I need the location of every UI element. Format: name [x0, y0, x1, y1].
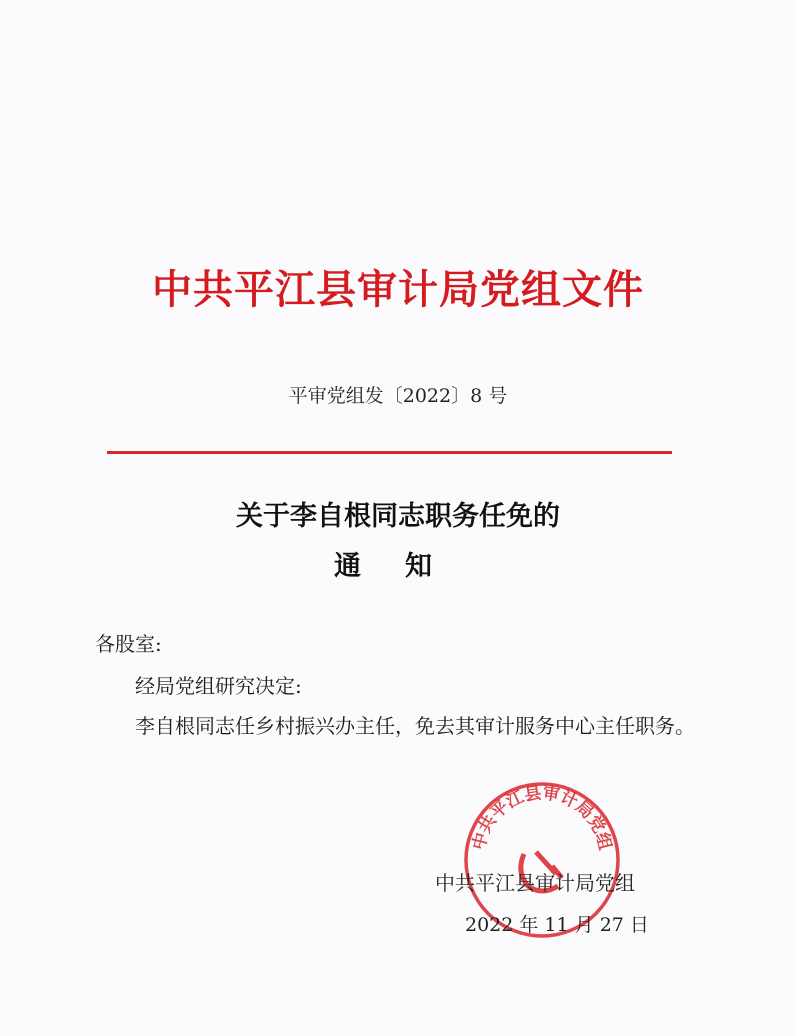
signature-organization: 中共平江县审计局党组	[435, 871, 635, 895]
signature-date: 2022 年 11 月 27 日	[465, 914, 649, 936]
document-number: 平审党组发〔2022〕8 号	[288, 385, 508, 407]
seal-text: 中共平江县审计局党组	[469, 783, 615, 853]
svg-text:中共平江县审计局党组	[468, 782, 616, 852]
body-paragraph: 李自根同志任乡村振兴办主任，免去其审计服务中心主任职务。	[135, 714, 695, 738]
document-header-title: 中共平江县审计局党组文件	[152, 266, 644, 313]
recipient-line: 各股室:	[95, 632, 162, 656]
subject-title-notice: 通知	[334, 551, 476, 582]
subject-title: 关于李自根同志职务任免的	[236, 501, 560, 532]
red-separator-line	[107, 451, 672, 454]
body-paragraph: 经局党组研究决定:	[135, 674, 302, 698]
